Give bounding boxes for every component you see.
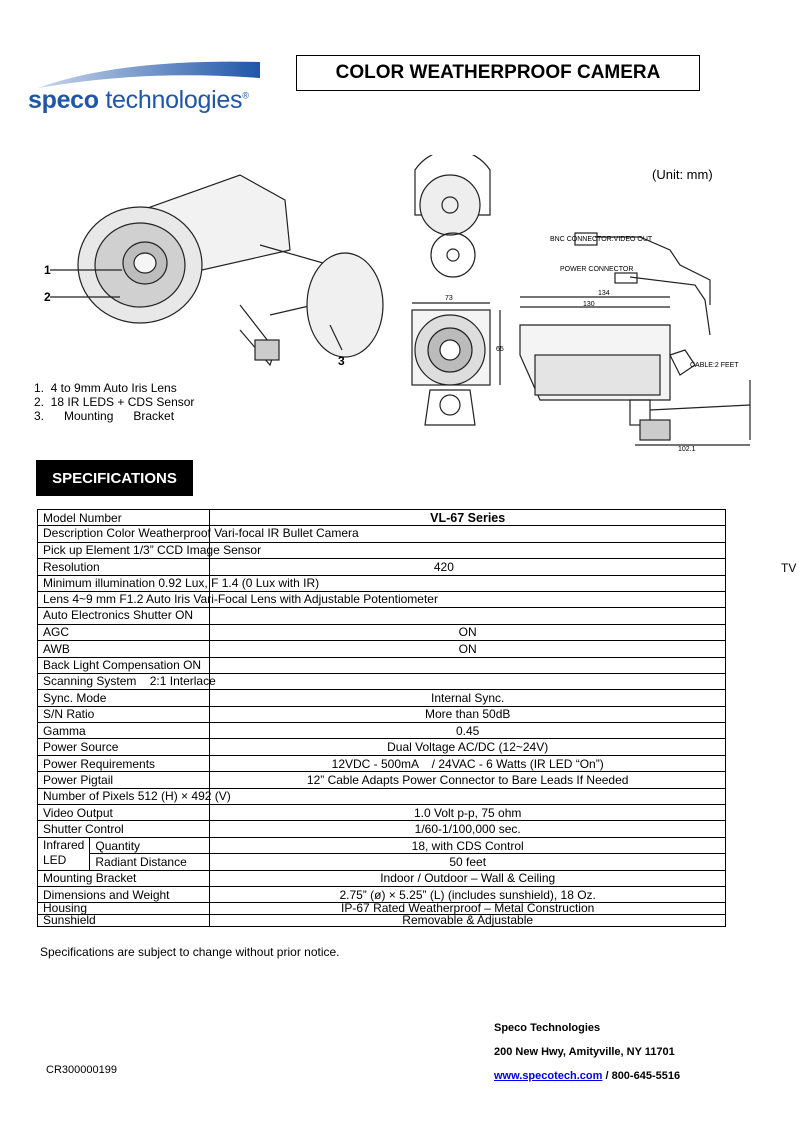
spec-label: Description Color Weatherproof Vari-focal IR Bullet Camera bbox=[38, 526, 210, 542]
table-row bbox=[38, 837, 726, 853]
spec-table bbox=[37, 509, 726, 927]
cable-label: CABLE:2 FEET bbox=[690, 362, 739, 369]
camera-side-view bbox=[520, 233, 750, 440]
company-contact bbox=[494, 1064, 680, 1088]
spec-value: 18, with CDS Control bbox=[210, 837, 726, 853]
callout-3: 3 bbox=[338, 354, 345, 368]
callout-2: 2 bbox=[44, 290, 51, 304]
spec-value: 12” Cable Adapts Power Connector to Bare Leads If Needed bbox=[210, 772, 726, 788]
spec-label-infrared-led: Infrared LED bbox=[38, 837, 90, 870]
spec-label: Minimum illumination 0.92 Lux, F 1.4 (0 Lux with IR) bbox=[38, 575, 210, 591]
legend-item: 1. 4 to 9mm Auto Iris Lens bbox=[34, 381, 177, 395]
spec-label: Pick up Element 1/3” CCD Image Sensor bbox=[38, 542, 210, 558]
resolution-unit: TV bbox=[781, 561, 797, 575]
bnc-connector-label: BNC CONNECTOR:VIDEO OUT bbox=[550, 236, 653, 243]
dim-73: 73 bbox=[445, 295, 453, 302]
spec-label: Back Light Compensation ON bbox=[38, 657, 210, 673]
spec-label: Resolution bbox=[38, 559, 210, 575]
spec-value: Internal Sync. bbox=[210, 690, 726, 706]
spec-label: Sync. Mode bbox=[38, 690, 210, 706]
spec-value: 1/60-1/100,000 sec. bbox=[210, 821, 726, 837]
company-block bbox=[494, 1016, 680, 1088]
table-row bbox=[38, 870, 726, 886]
unit-label: (Unit: mm) bbox=[652, 167, 713, 182]
spec-label: AGC bbox=[38, 624, 210, 640]
spec-label: Housing bbox=[38, 903, 210, 915]
table-row bbox=[38, 510, 726, 526]
spec-value bbox=[210, 788, 726, 804]
table-row bbox=[38, 915, 726, 927]
spec-label: AWB bbox=[38, 641, 210, 657]
table-row bbox=[38, 805, 726, 821]
spec-value: Removable & Adjustable bbox=[210, 915, 726, 927]
table-row bbox=[38, 673, 726, 689]
camera-front-view bbox=[415, 155, 490, 277]
spec-label: Lens 4~9 mm F1.2 Auto Iris Vari-Focal Lens with Adjustable Potentiometer bbox=[38, 591, 210, 607]
table-row bbox=[38, 657, 726, 673]
table-row bbox=[38, 542, 726, 558]
logo-text: speco technologies® bbox=[28, 86, 249, 114]
spec-value: 12VDC - 500mA / 24VAC - 6 Watts (IR LED “On”) bbox=[210, 755, 726, 771]
company-address: 200 New Hwy, Amityville, NY 11701 bbox=[494, 1046, 675, 1058]
camera-perspective bbox=[78, 175, 383, 365]
spec-label: S/N Ratio bbox=[38, 706, 210, 722]
spec-label: Video Output bbox=[38, 805, 210, 821]
table-row bbox=[38, 575, 726, 591]
spec-value bbox=[210, 542, 726, 558]
phone-number: / 800-645-5516 bbox=[602, 1070, 681, 1082]
drawing-legend bbox=[34, 381, 194, 423]
spec-label: Scanning System 2:1 Interlace bbox=[38, 673, 210, 689]
spec-value: 2.75” (ø) × 5.25” (L) (includes sunshield), 18 Oz. bbox=[210, 886, 726, 902]
table-row bbox=[38, 854, 726, 870]
spec-value: VL-67 Series bbox=[210, 510, 726, 526]
spec-value: IP-67 Rated Weatherproof – Metal Construction bbox=[210, 903, 726, 915]
spec-label: Power Source bbox=[38, 739, 210, 755]
disclaimer-note: Specifications are subject to change without prior notice. bbox=[40, 945, 340, 959]
page-title: COLOR WEATHERPROOF CAMERA bbox=[296, 55, 700, 91]
spec-label: Quantity bbox=[90, 837, 210, 853]
dim-130: 130 bbox=[583, 301, 595, 308]
spec-label: Sunshield bbox=[38, 915, 210, 927]
spec-value: 1.0 Volt p-p, 75 ohm bbox=[210, 805, 726, 821]
spec-label: Power Pigtail bbox=[38, 772, 210, 788]
spec-value: ON bbox=[210, 641, 726, 657]
table-row bbox=[38, 723, 726, 739]
table-row bbox=[38, 821, 726, 837]
spec-label: Gamma bbox=[38, 723, 210, 739]
table-row bbox=[38, 690, 726, 706]
dim-65: 65 bbox=[496, 346, 504, 353]
table-row bbox=[38, 755, 726, 771]
power-connector-label: POWER CONNECTOR bbox=[560, 266, 634, 273]
spec-value: More than 50dB bbox=[210, 706, 726, 722]
website-link[interactable]: www.specotech.com bbox=[494, 1070, 603, 1082]
callout-1: 1 bbox=[44, 263, 51, 277]
table-row bbox=[38, 624, 726, 640]
table-row bbox=[38, 559, 726, 575]
table-row bbox=[38, 706, 726, 722]
table-row bbox=[38, 591, 726, 607]
spec-value: 0.45 bbox=[210, 723, 726, 739]
spec-label: Auto Electronics Shutter ON bbox=[38, 608, 210, 624]
table-row bbox=[38, 903, 726, 915]
spec-label: Mounting Bracket bbox=[38, 870, 210, 886]
spec-value: 50 feet bbox=[210, 854, 726, 870]
legend-item: 2. 18 IR LEDS + CDS Sensor bbox=[34, 395, 195, 409]
dim-102: 102.1 bbox=[678, 446, 696, 453]
table-row bbox=[38, 641, 726, 657]
spec-value: 420 bbox=[210, 559, 726, 575]
specifications-heading: SPECIFICATIONS bbox=[36, 460, 193, 496]
legend-item: 3. Mounting Bracket bbox=[34, 409, 175, 423]
spec-label: Shutter Control bbox=[38, 821, 210, 837]
speco-logo bbox=[28, 58, 268, 120]
spec-value bbox=[210, 657, 726, 673]
table-row bbox=[38, 526, 726, 542]
spec-label: Dimensions and Weight bbox=[38, 886, 210, 902]
spec-value: Dual Voltage AC/DC (12~24V) bbox=[210, 739, 726, 755]
table-row bbox=[38, 739, 726, 755]
camera-side-front-view bbox=[412, 310, 490, 425]
spec-label: Power Requirements bbox=[38, 755, 210, 771]
spec-value bbox=[210, 608, 726, 624]
table-row bbox=[38, 608, 726, 624]
spec-value: ON bbox=[210, 624, 726, 640]
spec-label: Number of Pixels 512 (H) × 492 (V) bbox=[38, 788, 210, 804]
table-row bbox=[38, 772, 726, 788]
spec-label: Model Number bbox=[38, 510, 210, 526]
table-row bbox=[38, 788, 726, 804]
company-name: Speco Technologies bbox=[494, 1022, 601, 1034]
spec-value bbox=[210, 673, 726, 689]
dim-134: 134 bbox=[598, 290, 610, 297]
spec-label: Radiant Distance bbox=[90, 854, 210, 870]
spec-value: Indoor / Outdoor – Wall & Ceiling bbox=[210, 870, 726, 886]
document-code: CR300000199 bbox=[46, 1064, 117, 1076]
